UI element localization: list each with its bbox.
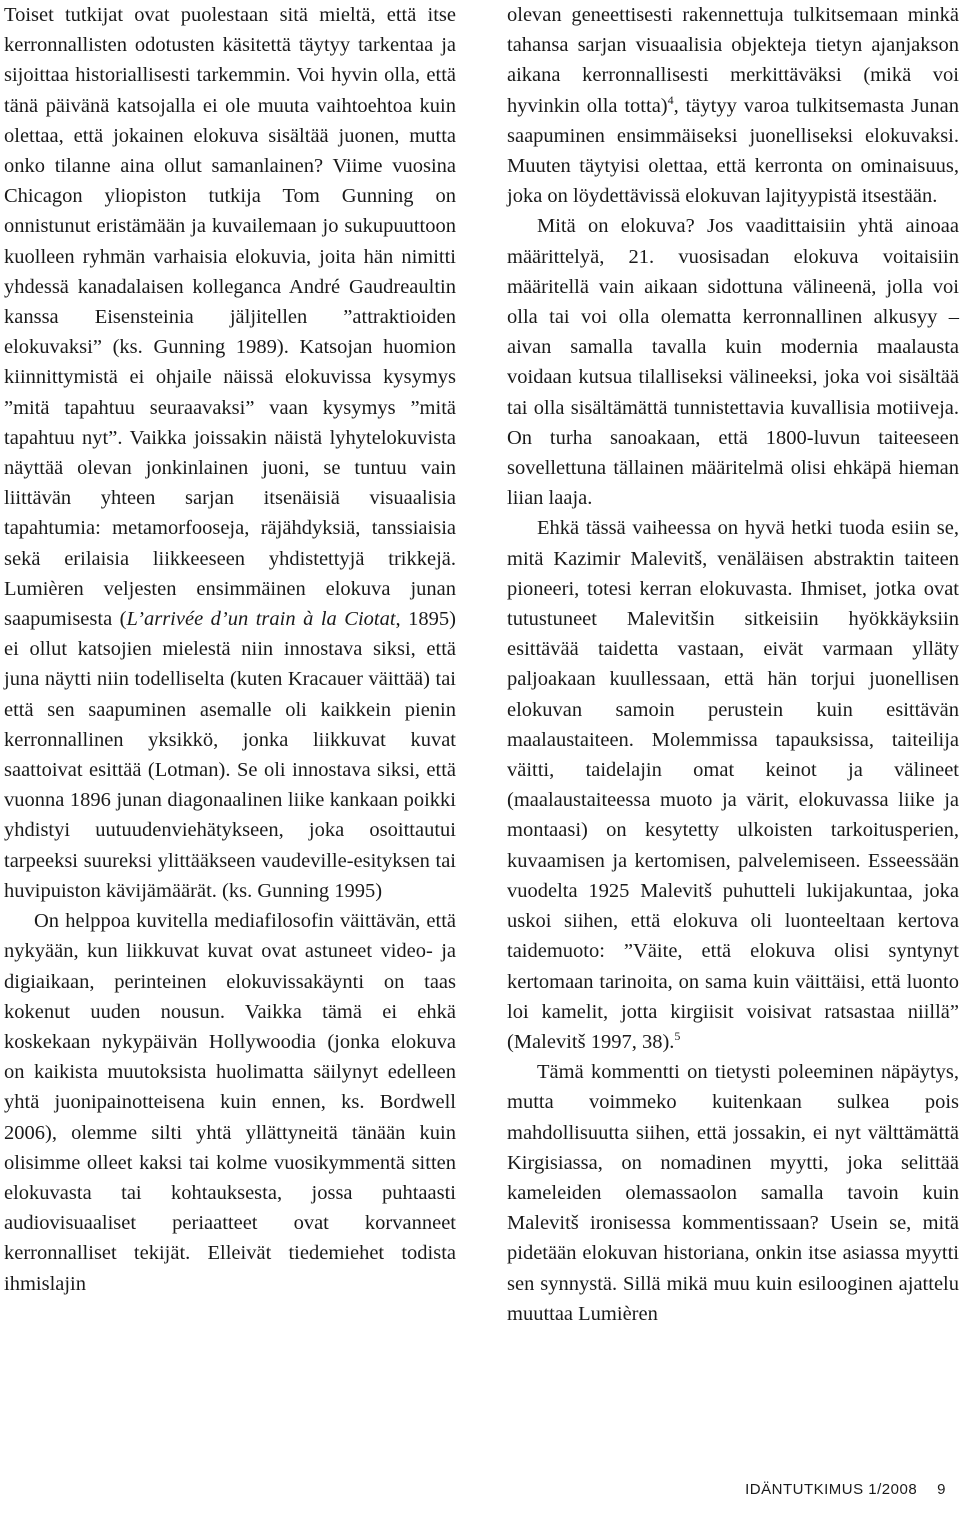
paragraph-text: , 1895) ei ollut katsojien mielestä niin innostava siksi, että juna näytti niin todelliselta (kuten Kracauer väittää) tai että sen saapuminen asemalle oli kaikkein pienin kerronnallinen yksikkö, jonka liikkuvat kuvat saattoivat esittää (Lotman). Se oli innostava siksi, että vuonna 1896 junan diagonaalinen liike kankaan poikki yhdistyi uutuudenviehätykseen, joka osoittautui tarpeeksi suureksi ylittääkseen vaudeville-esityksen tai huvipuiston kävijämäärät. (ks. Gunning 1995)	[4, 608, 456, 902]
paragraph	[507, 1057, 959, 1329]
paragraph-text: On helppoa kuvitella mediafilosofin väittävän, että nykyään, kun liikkuvat kuvat ovat astuneet video- ja digiaikaan, perinteinen elokuvissakäynti on taas kokenut uuden nousun. Vaikka tämä ei ehkä koskekaan nykypäivän Hollywoodia (jonka elokuva on kaikista muutoksista huolimatta säilynyt edelleen yhtä juonipainotteisena kuin ennen, ks. Bordwell 2006), olemme silti yhtä yllättyneitä tänään kuin olisimme olleet kaksi tai kolme vuosikymmentä sitten elokuvasta tai kohtauksesta, jossa puhtaasti audiovisuaaliset periaatteet ovat korvanneet kerronnalliset tekijät. Elleivät tiedemiehet todista ihmislajin	[4, 910, 456, 1295]
paragraph-text: Toiset tutkijat ovat puolestaan sitä mieltä, että itse kerronnallisten odotusten käsitettä täytyy tarkentaa ja sijoittaa historiallisesti tarkemmin. Voi hyvin olla, että tänä päivänä katsojalla ei ole muuta vaihtoehtoa kuin olettaa, että jokainen elokuva sisältää juonen, mutta onko tilanne aina ollut samanlainen? Viime vuosina Chicagon yliopiston tutkija Tom Gunning on onnistunut eristämään ja kuvailemaan jo sukupuuttoon kuolleen ryhmän varhaisia elokuvia, joita hän nimitti yhdessä kanadalaisen kolleganсa André Gaudreaultin kanssa Eisensteinia jäljitellen ”attraktioiden elokuvaksi” (ks. Gunning 1989). Katsojan huomion kiinnittymistä ei ohjaile näissä elokuvissa kysymys ”mitä tapahtuu seuraavaksi” vaan kysymys ”mitä tapahtuu nyt”. Vaikka joissakin näistä lyhytelokuvista näyttää olevan jonkinlainen juoni, se tuntuu vain liittävän yhteen sarjan itsenäisiä visuaalisia tapahtumia: metamorfooseja, räjähdyksiä, tanssiaisia sekä erilaisia liikkeeseen yhdistettyjä trikkejä. Lumièren veljesten ensimmäinen elokuva junan saapumisesta (	[4, 4, 456, 631]
paragraph-text: Mitä on elokuva? Jos vaadittaisiin yhtä ainoaa määrittelyä, 21. vuosisadan elokuva voitaisiin määritellä vain aikaan sidottuna välineenä, jolla voi olla tai voi olla olematta kerronnallinen alkusyy – aivan samalla tavalla kuin modernia maalausta voidaan kutsua tilalliseksi välineeksi, joka voi sisältää tai olla sisältämättä tunnistettavia kuvallisia motiiveja. On turha sanoakaan, että 1800-luvun taiteeseen sovellettuna tällainen määritelmä olisi ehkäpä hieman liian laaja.	[507, 215, 959, 510]
paragraph-text: , täytyy varoa tulkitsemasta Junan saapuminen ensimmäiseksi juonelliseksi elokuvaksi. Muuten täytyisi olettaa, että kerronta on ominaisuus, joka on löydettävissä elokuvan lajityypistä itsestään.	[507, 94, 959, 208]
left-column	[4, 0, 456, 1299]
film-title: L’arrivée d’un train à la Ciotat	[126, 608, 396, 631]
page-number: 9	[937, 1481, 946, 1498]
paragraph-text: Tämä kommentti on tietysti poleeminen näpäytys, mutta voimmeko kuitenkaan sulkea pois mahdollisuutta siihen, että jossakin, ei nyt välttämättä Kirgisiassa, on nomadinen myytti, joka selittää kameleiden olemassaolon samalla tavoin kuin Malevitš ironisessa kommentissaan? Usein se, mitä pidetään elokuvan historiana, onkin itse asiassa myytti sen synnystä. Sillä mikä muu kuin esilooginen ajattelu muuttaa Lumièren	[507, 1061, 959, 1325]
paragraph	[507, 0, 959, 211]
paragraph	[507, 211, 959, 513]
paragraph-text: olevan geneettisesti rakennettuja tulkitsemaan minkä tahansa sarjan visuaalisia objekteja tietyn ajanjakson aikana kerronnallisesti merkittäväksi (mikä voi hyvinkin olla totta)	[507, 4, 959, 117]
paragraph	[507, 513, 959, 1057]
footnote-ref[interactable]: 4	[667, 92, 674, 107]
journal-name: IDÄNTUTKIMUS 1/2008	[745, 1481, 918, 1498]
paragraph	[4, 0, 456, 906]
paragraph	[4, 906, 456, 1299]
page-footer	[745, 1481, 946, 1498]
footnote-ref[interactable]: 5	[674, 1029, 681, 1044]
right-column	[507, 0, 959, 1329]
paragraph-text: Ehkä tässä vaiheessa on hyvä hetki tuoda esiin se, mitä Kazimir Malevitš, venäläisen abstraktin taiteen pioneeri, totesi kerran elokuvasta. Ihmiset, jotka ovat tutustuneet Malevitšin sitkeisiin hyökkäyksiin esittävää taidetta vastaan, eivät varmaan ylläty paljoakaan kuullessaan, että hän torjui juonellisen elokuvan samoin perustein kuin esittävän maalaustaiteen. Molemmissa tapauksissa, taiteilija väitti, taidelajin omat keinot ja välineet (maalaustaiteessa muoto ja värit, elokuvassa liike ja montaasi) on kesytetty ulkoisten tarkoitusperien, kuvaamisen ja kertomisen, palvelemiseen. Esseessään vuodelta 1925 Malevitš puhutteli lukijakuntaa, joka uskoi siihen, että elokuva oli luonteeltaan kertova taidemuoto: ”Väite, että elokuva olisi syntynyt kertomaan tarinoita, on sama kuin väittäisi, että luonto loi kamelit, jotta kirgiisit voisivat ratsastaa niillä” (Malevitš 1997, 38).	[507, 517, 959, 1053]
